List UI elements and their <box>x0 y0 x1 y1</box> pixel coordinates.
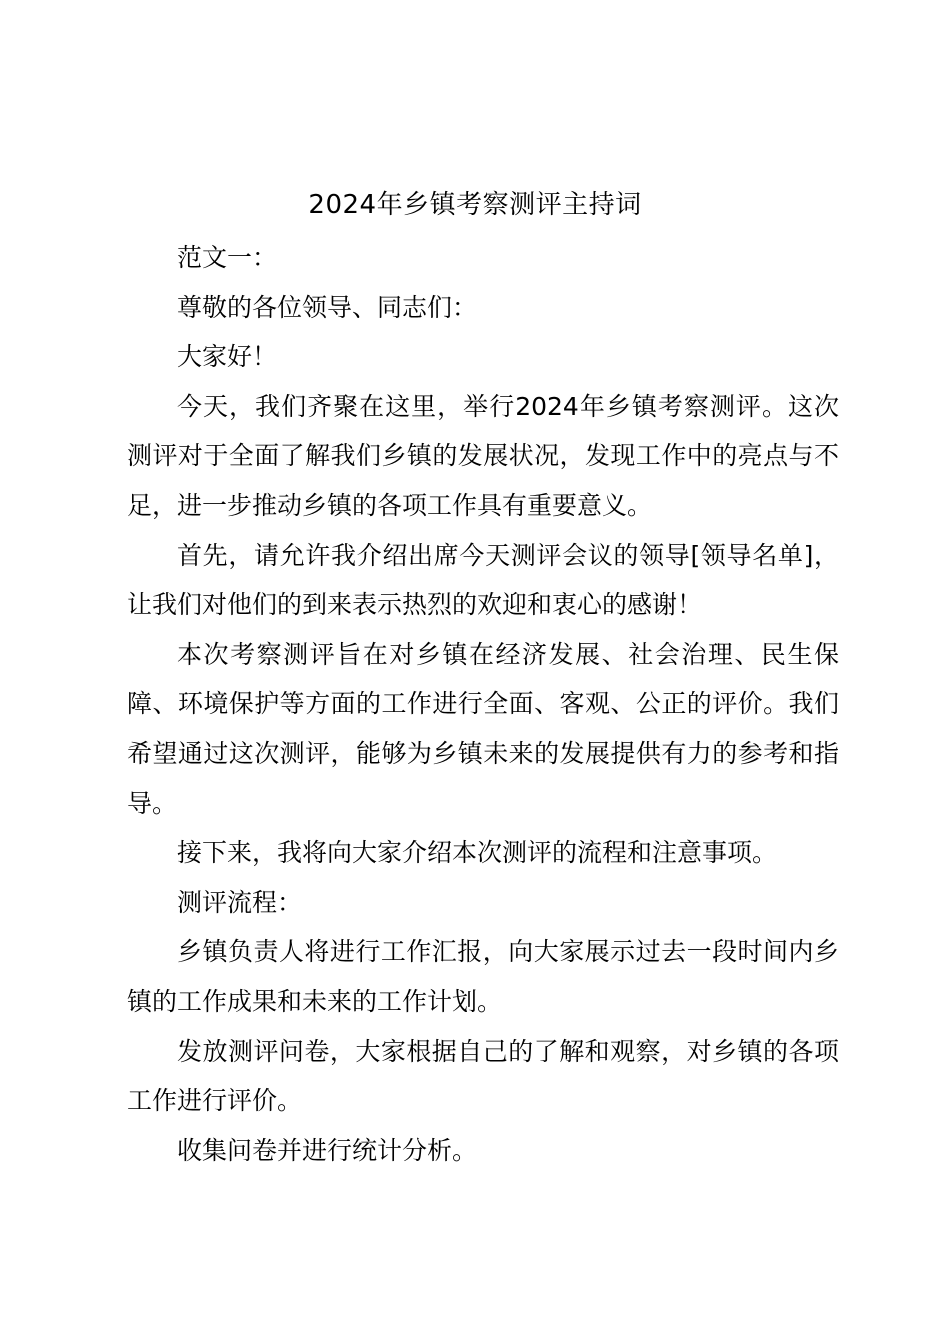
paragraph-next-steps: 接下来，我将向大家介绍本次测评的流程和注意事项。 <box>177 838 778 868</box>
paragraph-process-heading: 测评流程： <box>177 887 303 917</box>
paragraph-salutation: 尊敬的各位领导、同志们： <box>177 292 478 322</box>
paragraph-purpose: 本次考察测评旨在对乡镇在经济发展、社会治理、民生保障、环境保护等方面的工作进行全面、客观、公正的评价。我们希望通过这次测评，能够为乡镇未来的发展提供有力的参考和指导。 <box>127 639 839 818</box>
document-title: 2024年乡镇考察测评主持词 <box>308 190 642 220</box>
paragraph-introduce-leaders: 首先，请允许我介绍出席今天测评会议的领导[领导名单]，让我们对他们的到来表示热烈的欢迎和衷心的感谢！ <box>127 540 839 620</box>
paragraph-process-report: 乡镇负责人将进行工作汇报，向大家展示过去一段时间内乡镇的工作成果和未来的工作计划。 <box>127 937 839 1016</box>
paragraph-process-questionnaire: 发放测评问卷，大家根据自己的了解和观察，对乡镇的各项工作进行评价。 <box>127 1036 839 1116</box>
paragraph-sample-label: 范文一： <box>177 243 278 272</box>
paragraph-greeting: 大家好！ <box>177 342 278 372</box>
document-body <box>127 233 839 1175</box>
paragraph-process-collect: 收集问卷并进行统计分析。 <box>177 1135 478 1165</box>
paragraph-opening: 今天，我们齐聚在这里，举行2024年乡镇考察测评。这次测评对于全面了解我们乡镇的发展状况，发现工作中的亮点与不足，进一步推动乡镇的各项工作具有重要意义。 <box>127 391 839 520</box>
